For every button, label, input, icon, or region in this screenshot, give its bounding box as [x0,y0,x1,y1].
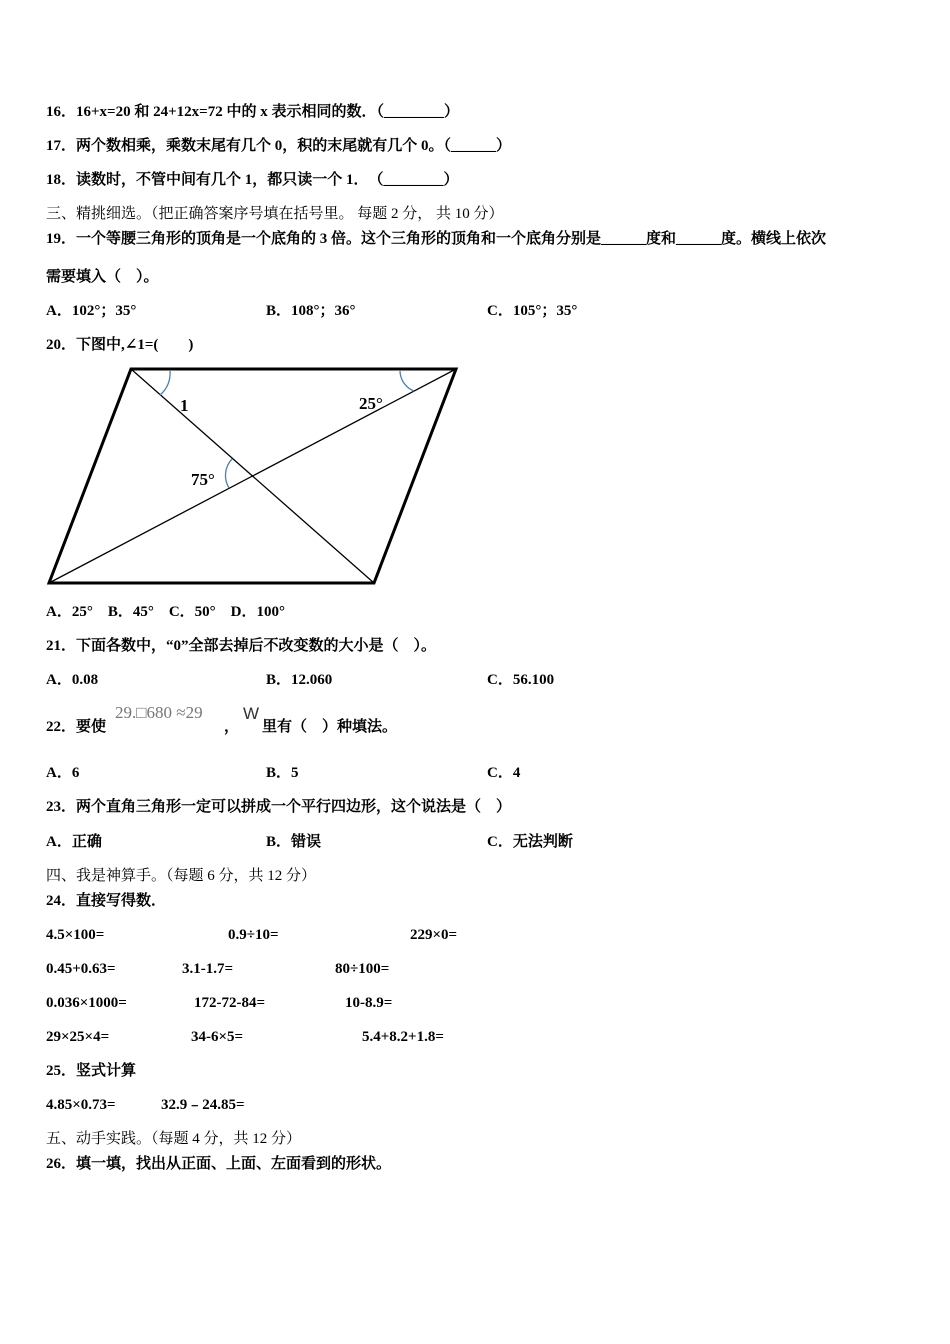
section-3-heading: 三、精挑细选。（把正确答案序号填在括号里。 每题 2 分， 共 10 分） [46,206,504,222]
question-21: 21．下面各数中，“0”全部去掉后不改变数的大小是（ ）。 [46,638,437,654]
angle-arc [400,371,414,391]
calc-item: 34-6×5= [191,1029,244,1045]
question-22-w: W [243,704,260,723]
question-22-end: 里有（ ）种填法。 [262,719,398,735]
calc-item: 172-72-84= [194,995,266,1011]
question-19-cont: 需要填入（ ）。 [46,269,159,285]
calc-item: 29×25×4= [46,1029,110,1045]
question-17: 17．两个数相乘，乘数末尾有几个 0，积的末尾就有几个 0。（______） [46,138,512,154]
question-20-options: A．25° B．45° C．50° D．100° [46,604,285,620]
calc-item: 229×0= [410,927,458,943]
angle-75-label: 75° [191,470,215,489]
question-22-start: 22．要使 [46,719,107,735]
calc-item: 10-8.9= [345,995,393,1011]
question-25: 25．竖式计算 [46,1063,137,1079]
question-16: 16．16+x=20 和 24+12x=72 中的 x 表示相同的数．（________） [46,104,459,120]
angle-arc [225,459,232,488]
calc-item: 80÷100= [335,961,390,977]
parallelogram-figure [0,0,950,600]
option-b: B．5 [266,765,299,781]
section-5-heading: 五、动手实践。（每题 4 分，共 12 分） [46,1131,302,1147]
calc-item: 5.4+8.2+1.8= [362,1029,444,1045]
question-19: 19．一个等腰三角形的顶角是一个底角的 3 倍。这个三角形的顶角和一个底角分别是______度和______度。横线上依次 [46,231,827,247]
option-b: B．错误 [266,834,322,850]
option-a: A．正确 [46,834,102,850]
option-c: C．56.100 [487,672,555,688]
calc-item: 32.9﹣24.85= [161,1097,245,1113]
option-a: A．6 [46,765,80,781]
question-18: 18．读数时，不管中间有几个 1，都只读一个 1． （________） [46,172,459,188]
option-c: C．无法判断 [487,834,573,850]
question-20: 20．下图中,∠1=( ) [46,337,194,353]
angle-arc [160,371,170,395]
option-a: A．0.08 [46,672,99,688]
calc-item: 0.45+0.63= [46,961,116,977]
option-b: B．12.060 [266,672,333,688]
option-c: C．4 [487,765,521,781]
option-b: B．108°；36° [266,303,356,319]
question-22-expression: 29.□680 ≈29 [115,703,203,722]
calc-item: 4.5×100= [46,927,105,943]
question-23: 23．两个直角三角形一定可以拼成一个平行四边形，这个说法是（ ） [46,799,512,815]
calc-item: 0.036×1000= [46,995,127,1011]
angle-25-label: 25° [359,394,383,413]
angle-1-label: 1 [180,396,189,415]
question-24: 24．直接写得数． [46,893,167,909]
calc-item: 4.85×0.73= [46,1097,116,1113]
question-26: 26．填一填，找出从正面、上面、左面看到的形状。 [46,1156,392,1172]
calc-item: 0.9÷10= [228,927,279,943]
question-22-comma: ， [224,719,240,735]
option-c: C．105°；35° [487,303,578,319]
option-a: A．102°；35° [46,303,137,319]
calc-item: 3.1-1.7= [182,961,234,977]
section-4-heading: 四、我是神算手。（每题 6 分，共 12 分） [46,868,317,884]
diagonal [49,369,456,583]
